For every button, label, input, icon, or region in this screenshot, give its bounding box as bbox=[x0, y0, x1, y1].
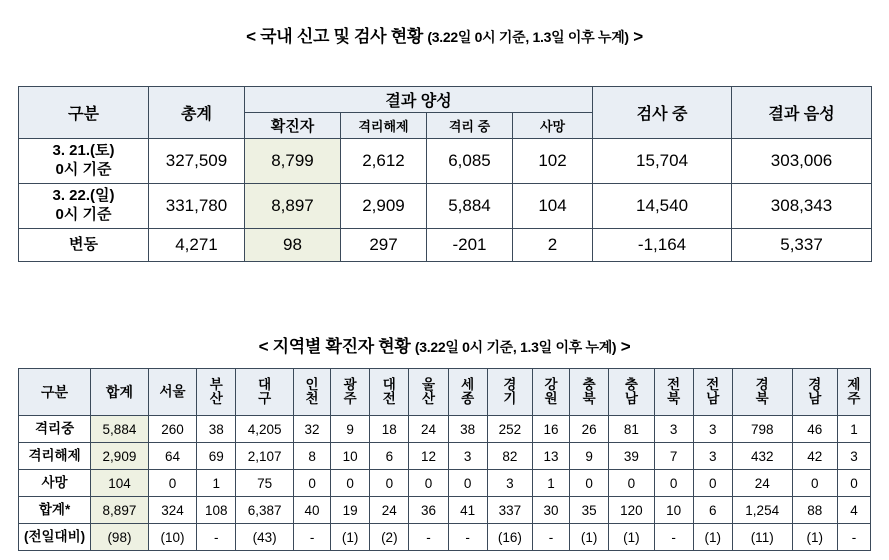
table2-row2-col14: 0 bbox=[693, 470, 732, 497]
table2-row2-col13: 0 bbox=[654, 470, 693, 497]
table2-row0-col11: 26 bbox=[570, 416, 609, 443]
table2-row4-col5: (1) bbox=[331, 524, 370, 551]
section2-title-sub: (3.22일 0시 기준, 1.3일 이후 누계) bbox=[414, 339, 617, 355]
table2-row3-col4: 40 bbox=[294, 497, 331, 524]
table-row bbox=[19, 443, 871, 470]
table2-row0-col12: 81 bbox=[609, 416, 654, 443]
table2-row4-label: (전일대비) bbox=[19, 524, 91, 551]
table1-row0-total: 327,509 bbox=[149, 139, 245, 184]
table2-row2-col12: 0 bbox=[609, 470, 654, 497]
table1-row2-testing: -1,164 bbox=[593, 229, 732, 262]
table1-header-confirmed: 확진자 bbox=[245, 113, 341, 139]
table2-row1-label: 격리해제 bbox=[19, 443, 91, 470]
table2-row3-col3: 6,387 bbox=[236, 497, 294, 524]
table2-row4-col3: (43) bbox=[236, 524, 294, 551]
table2-header-incheon: 인 천 bbox=[294, 369, 331, 416]
table2-header-daejeon: 대 전 bbox=[370, 369, 409, 416]
table2-row0-col10: 16 bbox=[533, 416, 570, 443]
table1-row0-negative: 303,006 bbox=[732, 139, 872, 184]
table2-row1-col1: 64 bbox=[148, 443, 196, 470]
table1-header-gubun: 구분 bbox=[19, 87, 149, 139]
table2-header-total: 합계 bbox=[91, 369, 149, 416]
table2-row1-col2: 69 bbox=[197, 443, 236, 470]
table1-header-negative: 결과 음성 bbox=[732, 87, 872, 139]
table2-header-gangwon: 강 원 bbox=[533, 369, 570, 416]
table2-header-daegu: 대 구 bbox=[236, 369, 294, 416]
table1-row2-confirmed: 98 bbox=[245, 229, 341, 262]
table2-row4-col15: (11) bbox=[732, 524, 792, 551]
table2-row3-col2: 108 bbox=[197, 497, 236, 524]
table2-row2-col3: 75 bbox=[236, 470, 294, 497]
table2-row3-col1: 324 bbox=[148, 497, 196, 524]
table2-row2-col8: 0 bbox=[448, 470, 487, 497]
table2-row2-col0: 104 bbox=[91, 470, 149, 497]
table2-row4-col17: - bbox=[837, 524, 870, 551]
table1-header-testing: 검사 중 bbox=[593, 87, 732, 139]
table-row bbox=[19, 229, 872, 262]
table2-header-seoul: 서울 bbox=[148, 369, 196, 416]
table2-row2-col17: 0 bbox=[837, 470, 870, 497]
table1-row1-total: 331,780 bbox=[149, 184, 245, 229]
table2-header-jeju: 제 주 bbox=[837, 369, 870, 416]
table1-row1-label-line2: 0시 기준 bbox=[55, 206, 112, 223]
table2-row1-col13: 7 bbox=[654, 443, 693, 470]
table1-row2-total: 4,271 bbox=[149, 229, 245, 262]
table2-row0-col5: 9 bbox=[331, 416, 370, 443]
table1-row1-deaths: 104 bbox=[513, 184, 593, 229]
table-row bbox=[19, 497, 871, 524]
table-row bbox=[19, 184, 872, 229]
table2-row3-col10: 30 bbox=[533, 497, 570, 524]
table2-row1-col11: 9 bbox=[570, 443, 609, 470]
table2-row2-col11: 0 bbox=[570, 470, 609, 497]
table2-row3-col5: 19 bbox=[331, 497, 370, 524]
table1-row1-confirmed: 8,897 bbox=[245, 184, 341, 229]
table2-row1-col9: 82 bbox=[487, 443, 532, 470]
table1-header-isolating: 격리 중 bbox=[427, 113, 513, 139]
table1-row0-testing: 15,704 bbox=[593, 139, 732, 184]
table2-row0-col7: 24 bbox=[409, 416, 448, 443]
table1-header-result-positive: 결과 양성 bbox=[245, 87, 593, 113]
table2-row2-col10: 1 bbox=[533, 470, 570, 497]
table2-row4-col8: - bbox=[448, 524, 487, 551]
table2-header-busan: 부 산 bbox=[197, 369, 236, 416]
table2-row4-col16: (1) bbox=[792, 524, 837, 551]
regional-confirmed-status-table bbox=[18, 368, 871, 551]
table2-row3-col7: 36 bbox=[409, 497, 448, 524]
table-row bbox=[19, 524, 871, 551]
table1-row0-confirmed: 8,799 bbox=[245, 139, 341, 184]
table1-header-deaths: 사망 bbox=[513, 113, 593, 139]
table-row bbox=[19, 470, 871, 497]
table2-row2-col15: 24 bbox=[732, 470, 792, 497]
table2-header-chungnam: 충 남 bbox=[609, 369, 654, 416]
table2-row2-col16: 0 bbox=[792, 470, 837, 497]
table2-row1-col17: 3 bbox=[837, 443, 870, 470]
section1-title-end: > bbox=[633, 27, 643, 46]
table2-row1-col8: 3 bbox=[448, 443, 487, 470]
table2-row4-col6: (2) bbox=[370, 524, 409, 551]
section2-title bbox=[0, 332, 889, 357]
table2-row2-col1: 0 bbox=[148, 470, 196, 497]
table1-row2-released: 297 bbox=[341, 229, 427, 262]
table2-row4-col10: - bbox=[533, 524, 570, 551]
table2-row1-col10: 13 bbox=[533, 443, 570, 470]
table1-row2-deaths: 2 bbox=[513, 229, 593, 262]
table2-row2-col6: 0 bbox=[370, 470, 409, 497]
section1-table-wrapper bbox=[18, 86, 871, 262]
table2-header-ulsan: 울 산 bbox=[409, 369, 448, 416]
table2-row1-col5: 10 bbox=[331, 443, 370, 470]
table2-row3-col14: 6 bbox=[693, 497, 732, 524]
section2-title-main: < 지역별 확진자 현황 bbox=[258, 337, 411, 356]
section1-title bbox=[0, 22, 889, 47]
table2-row2-label: 사망 bbox=[19, 470, 91, 497]
table2-row3-col11: 35 bbox=[570, 497, 609, 524]
table2-header-gyeongnam: 경 남 bbox=[792, 369, 837, 416]
table2-header-gyeongbuk: 경 북 bbox=[732, 369, 792, 416]
table2-row4-col11: (1) bbox=[570, 524, 609, 551]
table2-header-row bbox=[19, 369, 871, 416]
section1-title-main: < 국내 신고 및 검사 현황 bbox=[246, 27, 423, 46]
table1-row0-label-line1: 3. 21.(토) bbox=[52, 142, 115, 160]
table1-row0-isolating: 6,085 bbox=[427, 139, 513, 184]
table2-row0-col17: 1 bbox=[837, 416, 870, 443]
table2-header-gubun: 구분 bbox=[19, 369, 91, 416]
table2-row0-col1: 260 bbox=[148, 416, 196, 443]
table1-row1-testing: 14,540 bbox=[593, 184, 732, 229]
table1-header-row-1 bbox=[19, 87, 872, 113]
table2-header-sejong: 세 종 bbox=[448, 369, 487, 416]
table2-row1-col3: 2,107 bbox=[236, 443, 294, 470]
table-row bbox=[19, 139, 872, 184]
table2-row2-col7: 0 bbox=[409, 470, 448, 497]
table1-header-released: 격리해제 bbox=[341, 113, 427, 139]
table2-row4-col14: (1) bbox=[693, 524, 732, 551]
table2-row4-col2: - bbox=[197, 524, 236, 551]
table2-row1-col7: 12 bbox=[409, 443, 448, 470]
section2-table-wrapper bbox=[18, 368, 871, 551]
table2-row3-col9: 337 bbox=[487, 497, 532, 524]
table2-row0-col0: 5,884 bbox=[91, 416, 149, 443]
table2-row3-col0: 8,897 bbox=[91, 497, 149, 524]
table2-row4-col13: - bbox=[654, 524, 693, 551]
table1-row1-released: 2,909 bbox=[341, 184, 427, 229]
table2-row1-col16: 42 bbox=[792, 443, 837, 470]
table2-row0-label: 격리중 bbox=[19, 416, 91, 443]
section1-title-sub: (3.22일 0시 기준, 1.3일 이후 누계) bbox=[427, 29, 629, 45]
table2-header-gwangju: 광 주 bbox=[331, 369, 370, 416]
table2-row4-col7: - bbox=[409, 524, 448, 551]
table2-row2-col9: 3 bbox=[487, 470, 532, 497]
table2-row3-col6: 24 bbox=[370, 497, 409, 524]
table2-row3-col13: 10 bbox=[654, 497, 693, 524]
table2-row0-col4: 32 bbox=[294, 416, 331, 443]
table2-row3-col17: 4 bbox=[837, 497, 870, 524]
table2-row1-col14: 3 bbox=[693, 443, 732, 470]
table1-row1-isolating: 5,884 bbox=[427, 184, 513, 229]
table2-header-jeonnam: 전 남 bbox=[693, 369, 732, 416]
document-page bbox=[0, 22, 889, 560]
table1-row1-label-line1: 3. 22.(일) bbox=[52, 187, 115, 205]
table2-row0-col3: 4,205 bbox=[236, 416, 294, 443]
table1-row2-negative: 5,337 bbox=[732, 229, 872, 262]
table2-row0-col8: 38 bbox=[448, 416, 487, 443]
table2-row0-col6: 18 bbox=[370, 416, 409, 443]
table2-row1-col15: 432 bbox=[732, 443, 792, 470]
table2-row3-col12: 120 bbox=[609, 497, 654, 524]
table2-header-chungbuk: 충 북 bbox=[570, 369, 609, 416]
section2-title-end: > bbox=[620, 337, 631, 356]
table1-row1-label bbox=[19, 184, 149, 229]
table2-row3-label: 합계* bbox=[19, 497, 91, 524]
table2-row0-col16: 46 bbox=[792, 416, 837, 443]
table2-row3-col16: 88 bbox=[792, 497, 837, 524]
table2-row0-col13: 3 bbox=[654, 416, 693, 443]
table2-row2-col4: 0 bbox=[294, 470, 331, 497]
table2-row4-col0: (98) bbox=[91, 524, 149, 551]
table2-header-gyeonggi: 경 기 bbox=[487, 369, 532, 416]
table2-row1-col6: 6 bbox=[370, 443, 409, 470]
table2-row4-col1: (10) bbox=[148, 524, 196, 551]
table2-header-jeonbuk: 전 북 bbox=[654, 369, 693, 416]
table1-header-total: 총계 bbox=[149, 87, 245, 139]
table2-row0-col9: 252 bbox=[487, 416, 532, 443]
table1-row2-isolating: -201 bbox=[427, 229, 513, 262]
table1-row0-released: 2,612 bbox=[341, 139, 427, 184]
table2-body bbox=[19, 416, 871, 551]
table2-row4-col4: - bbox=[294, 524, 331, 551]
table2-row1-col4: 8 bbox=[294, 443, 331, 470]
table2-row4-col12: (1) bbox=[609, 524, 654, 551]
table2-row3-col15: 1,254 bbox=[732, 497, 792, 524]
table2-row2-col5: 0 bbox=[331, 470, 370, 497]
table2-row0-col15: 798 bbox=[732, 416, 792, 443]
table1-row1-negative: 308,343 bbox=[732, 184, 872, 229]
domestic-report-test-status-table bbox=[18, 86, 872, 262]
table2-row1-col12: 39 bbox=[609, 443, 654, 470]
table2-row0-col2: 38 bbox=[197, 416, 236, 443]
table2-row2-col2: 1 bbox=[197, 470, 236, 497]
table1-row2-label: 변동 bbox=[19, 229, 149, 262]
table2-row4-col9: (16) bbox=[487, 524, 532, 551]
table1-row0-label-line2: 0시 기준 bbox=[55, 161, 112, 178]
table-row bbox=[19, 416, 871, 443]
table2-row0-col14: 3 bbox=[693, 416, 732, 443]
table1-row0-label bbox=[19, 139, 149, 184]
table2-row1-col0: 2,909 bbox=[91, 443, 149, 470]
table2-row3-col8: 41 bbox=[448, 497, 487, 524]
table1-row0-deaths: 102 bbox=[513, 139, 593, 184]
